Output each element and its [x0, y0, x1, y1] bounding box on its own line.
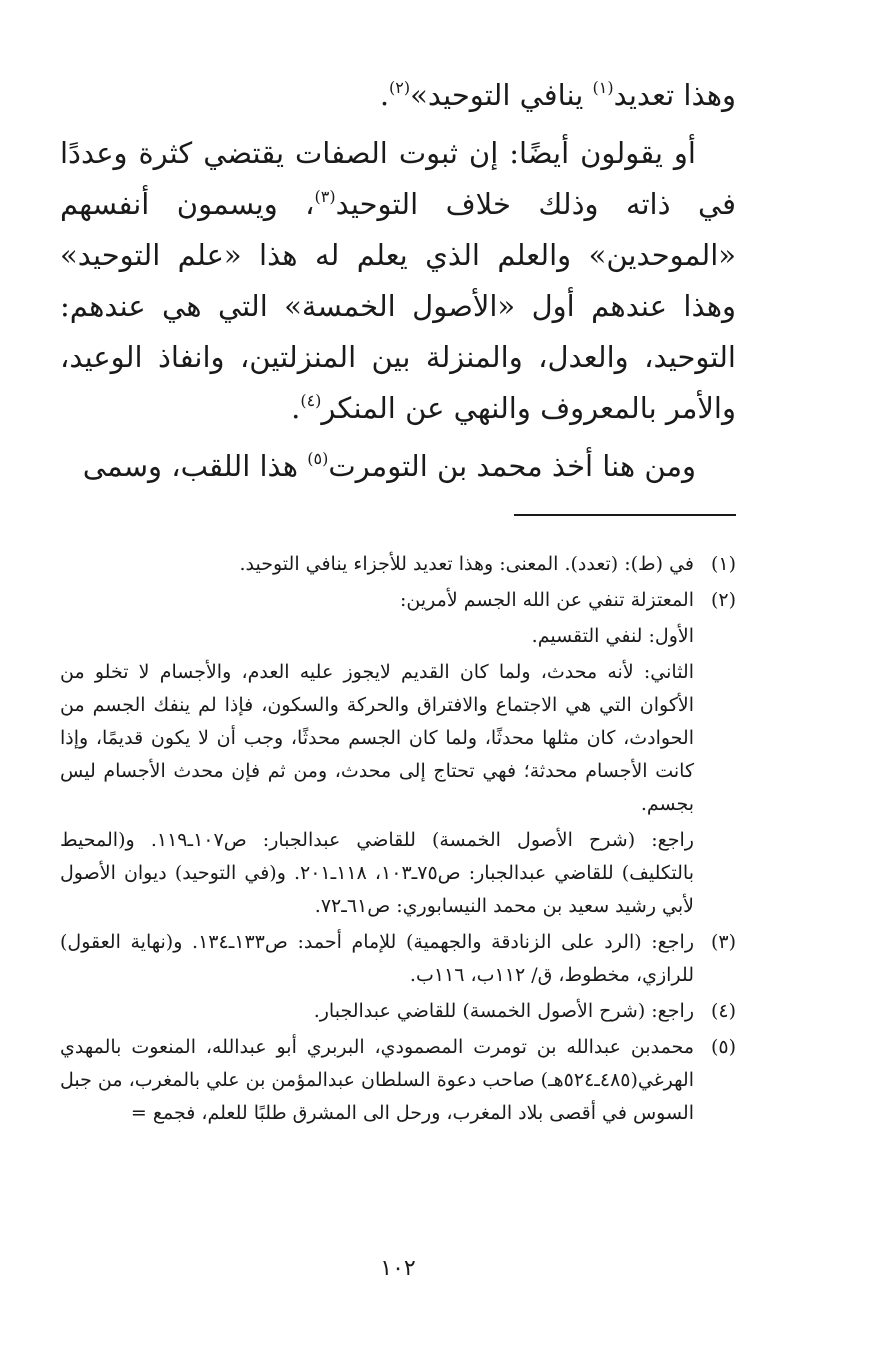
footnote-number: (٥) — [710, 1036, 736, 1058]
footnote-number: (٤) — [710, 1000, 736, 1022]
footnote-text: في (ط): (تعدد). المعنى: وهذا تعديد للأجزاء ينافي التوحيد. — [239, 553, 694, 575]
footnote-1 — [60, 548, 736, 581]
footnote-text: راجع: (الرد على الزنادقة والجهمية) للإمام أحمد: ص١٣٣ـ١٣٤. و(نهاية العقول) للرازي، مخطوط، ق/ ١١٢ب، ١١٦ب. — [60, 931, 694, 986]
footnote-text: المعتزلة تنفي عن الله الجسم لأمرين: — [400, 589, 694, 611]
footnote-separator — [514, 514, 736, 516]
text-run: ومن هنا أخذ محمد بن التومرت — [328, 449, 696, 483]
paragraph-1 — [60, 70, 736, 121]
text-run: . — [379, 78, 390, 112]
footnote-text: الثاني: لأنه محدث، ولما كان القديم لايجوز عليه العدم، والأجسام لا تخلو من الأكوان التي هي الاجتماع والافتراق والحركة والسكون، فإذا لم ينفك الجسم من الحوادث، كان مثلها محدثًا، ولما كان الجسم محدثًا، وجب أن لا يكون قديمًا، وإذا كانت الأجسام محدثة؛ فهي تحتاج إلى محدث، ومن ثم فإن محدث الأجسام ليس بجسم. — [60, 661, 694, 815]
footnote-body — [60, 548, 694, 581]
footnote-body — [60, 584, 694, 923]
text-run: . — [291, 391, 301, 425]
book-page — [60, 70, 736, 1330]
footnote-3 — [60, 926, 736, 992]
footnote-number: (٣) — [710, 931, 736, 953]
footnote-number: (١) — [710, 553, 736, 575]
paragraph-2 — [60, 128, 736, 434]
footnote-ref-3: (٣) — [314, 187, 336, 206]
footnote-body — [60, 1031, 694, 1130]
footnotes — [60, 548, 736, 1133]
footnote-ref-2: (٢) — [389, 78, 411, 97]
footnote-body — [60, 926, 694, 992]
footnote-4 — [60, 995, 736, 1028]
paragraph-3 — [60, 441, 736, 492]
footnote-ref-5: (٥) — [307, 449, 329, 468]
text-run: وهذا تعديد — [613, 78, 736, 112]
main-text — [60, 70, 736, 492]
footnote-number: (٢) — [710, 589, 736, 611]
footnote-body — [60, 995, 694, 1028]
text-run: أو يقولون أيضًا: إن ثبوت الصفات يقتضي كثرة وعددًا في ذاته وذلك خلاف التوحيد — [60, 136, 736, 221]
text-run: ينافي التوحيد» — [410, 78, 593, 112]
footnote-ref-4: (٤) — [300, 391, 322, 410]
page-number: ١٠٢ — [380, 1256, 416, 1281]
text-run: هذا اللقب، وسمى — [82, 449, 308, 483]
footnote-ref-1: (١) — [592, 78, 614, 97]
footnote-text: محمدبن عبدالله بن تومرت المصمودي، البربري أبو عبدالله، المنعوت بالمهدي الهرغي(٤٨٥ـ٥٢٤هـ) صاحب دعوة السلطان عبدالمؤمن بن علي بالمغرب، من جبل السوس في أقصى بلاد المغرب، ورحل الى المشرق طلبًا للعلم، فجمع = — [59, 1036, 694, 1124]
footnote-5 — [60, 1031, 736, 1130]
text-run: ، ويسمون أنفسهم «الموحدين» والعلم الذي يعلم له هذا «علم التوحيد» وهذا عندهم أول «الأصول الخمسة» التي هي عندهم: التوحيد، والعدل، والمنزلة بين المنزلتين، وانفاذ الوعيد، والأمر بالمعروف والنهي عن المنكر — [60, 187, 736, 425]
footnote-2 — [60, 584, 736, 923]
footnote-text: الأول: لنفي التقسيم. — [531, 625, 694, 647]
footnote-text: راجع: (شرح الأصول الخمسة) للقاضي عبدالجبار: ص١٠٧ـ١١٩. و(المحيط بالتكليف) للقاضي عبدالجبار: ص٧٥ـ١٠٣، ١١٨ـ٢٠١. و(في التوحيد) ديوان الأصول لأبي رشيد سعيد بن محمد النيسابوري: ص٦١ـ٧٢. — [60, 829, 694, 917]
footnote-text: راجع: (شرح الأصول الخمسة) للقاضي عبدالجبار. — [313, 1000, 694, 1022]
